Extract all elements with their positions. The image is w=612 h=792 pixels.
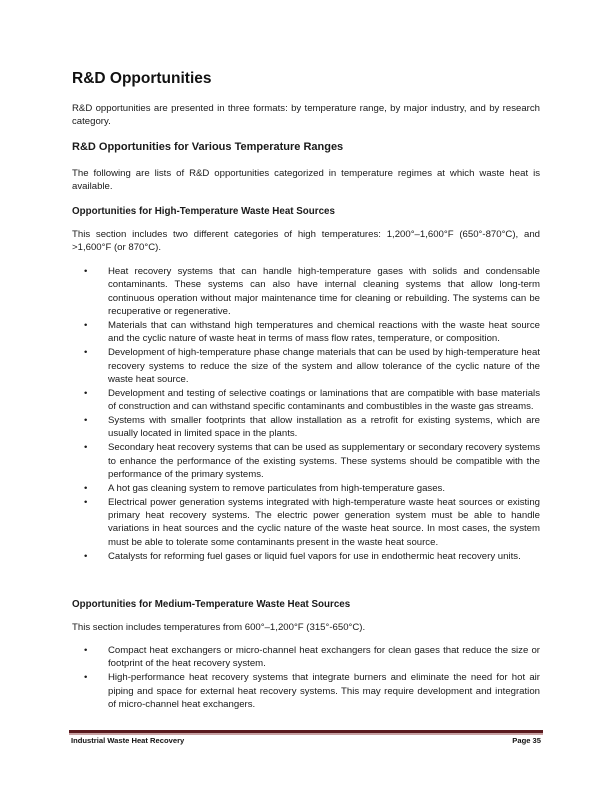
bullet-icon: • xyxy=(84,496,88,508)
footer-document-title: Industrial Waste Heat Recovery xyxy=(71,736,185,745)
list-item xyxy=(72,482,540,495)
bullet-icon: • xyxy=(84,645,88,656)
footer-rule-accent xyxy=(69,733,543,735)
list-item-text: Materials that can withstand high temperatures and chemical reactions with the waste heat source and the cyclic nature of waste heat in terms of mass flow rates, temperature, or composition. xyxy=(108,320,540,345)
medium-temp-heading: Opportunities for Medium-Temperature Waste Heat Sources xyxy=(72,599,351,610)
list-item xyxy=(72,265,540,319)
bullet-icon: • xyxy=(84,672,88,684)
list-item xyxy=(72,550,540,563)
list-item xyxy=(72,387,540,414)
list-item xyxy=(72,496,540,550)
bullet-icon: • xyxy=(84,442,88,454)
medium-temp-intro: This section includes temperatures from 600°–1,200°F (315°-650°C). xyxy=(72,622,366,633)
section-heading: R&D Opportunities for Various Temperature Ranges xyxy=(72,141,344,153)
list-item xyxy=(72,644,540,671)
list-item-text: Heat recovery systems that can handle high-temperature gases with solids and condensable contaminants. These systems can also have internal cleaning systems that allow long-term continuous operation without major maintenance time for cleaning or rebuilding. The systems can be recuperative or regenerative. xyxy=(108,266,540,318)
high-temp-intro: This section includes two different categories of high temperatures: 1,200°–1,600°F (650°-870°C), and >1,600°F (or 870°C). xyxy=(72,229,540,254)
bullet-icon: • xyxy=(84,347,88,359)
list-item-text: A hot gas cleaning system to remove particulates from high-temperature gases. xyxy=(108,482,446,494)
list-item-text: Catalysts for reforming fuel gases or liquid fuel vapors for use in endothermic heat recovery units. xyxy=(108,550,521,562)
bullet-icon: • xyxy=(84,550,88,562)
footer-page-number: Page 35 xyxy=(512,736,541,745)
bullet-icon: • xyxy=(84,387,88,399)
medium-temp-list xyxy=(72,644,540,712)
list-item-text: Development of high-temperature phase change materials that can be used by high-temperature heat recovery systems to reduce the size of the system and allow tolerance of the cyclic nature of the waste heat source. xyxy=(108,347,540,386)
list-item xyxy=(72,441,540,481)
bullet-icon: • xyxy=(84,482,88,494)
list-item-text: Systems with smaller footprints that allow installation as a retrofit for existing systems, which are usually located in limited space in the plants. xyxy=(108,415,540,440)
list-item-text: High-performance heat recovery systems that integrate burners and eliminate the need for hot air piping and space for external heat recovery systems. This may require development and integration of micro-channel heat exchangers. xyxy=(108,672,540,711)
bullet-icon: • xyxy=(84,320,88,332)
list-item-text: Compact heat exchangers or micro-channel heat exchangers for clean gases that reduce the size or footprint of the heat recovery system. xyxy=(108,645,540,670)
list-item-text: Electrical power generation systems integrated with high-temperature waste heat sources or existing primary heat recovery systems. The electric power generation system must be able to handle variations in heat sources and the cyclic nature of the waste heat source. In most cases, the system must be able to tolerate some contaminants present in the waste heat source. xyxy=(108,496,540,548)
high-temp-heading: Opportunities for High-Temperature Waste Heat Sources xyxy=(72,206,335,217)
intro-paragraph: R&D opportunities are presented in three formats: by temperature range, by major industry, and by research category. xyxy=(72,103,540,128)
list-item xyxy=(72,319,540,346)
list-item xyxy=(72,671,540,711)
list-item-text: Secondary heat recovery systems that can be used as supplementary or secondary recovery systems to enhance the performance of the existing systems. These systems should be compatible with the performance of the primary systems. xyxy=(108,442,540,481)
page-title: R&D Opportunities xyxy=(72,70,212,87)
list-item-text: Development and testing of selective coatings or laminations that are compatible with base materials of construction and can withstand specific contaminants and combustibles in the waste gas streams. xyxy=(108,387,540,413)
bullet-icon: • xyxy=(84,415,88,427)
bullet-icon: • xyxy=(84,266,88,277)
list-item xyxy=(72,414,540,441)
high-temp-list xyxy=(72,265,540,563)
section-intro-paragraph: The following are lists of R&D opportunities categorized in temperature regimes at which waste heat is available. xyxy=(72,168,540,193)
list-item xyxy=(72,346,540,386)
